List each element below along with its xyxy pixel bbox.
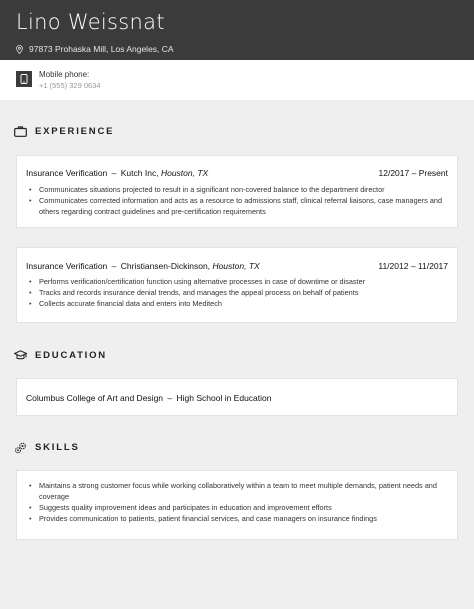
- job-company: Kutch Inc,: [120, 168, 159, 178]
- education-degree: High School in Education: [176, 393, 272, 403]
- job-card: [16, 155, 458, 228]
- education-card: [16, 378, 458, 416]
- skills-bullets: [26, 480, 445, 524]
- job-bullets: [26, 184, 445, 217]
- education-school: Columbus College of Art and Design: [26, 393, 164, 403]
- education-separator: –: [167, 393, 173, 403]
- job-dates: 11/2012 – 11/2017: [378, 261, 448, 271]
- job-title: Insurance Verification: [26, 168, 108, 178]
- contact-band: [0, 60, 474, 100]
- experience-title: EXPERIENCE: [35, 126, 115, 137]
- list-item: • Maintains a strong customer focus while working collaboratively within a team to meet multiple demands, patient needs and coverage: [26, 480, 445, 502]
- list-item: • Suggests quality improvement ideas and participates in education and improvement efforts: [26, 502, 445, 513]
- candidate-name: Lino Weissnat: [16, 10, 165, 34]
- address-row: [16, 44, 174, 54]
- job-company: Christiansen-Dickinson,: [120, 261, 211, 271]
- list-item: • Collects accurate financial data and enters into Meditech: [26, 298, 445, 309]
- job-location: Houston, TX: [212, 261, 260, 271]
- phone-label: Mobile phone:: [39, 70, 90, 79]
- list-item: • Tracks and records insurance denial trends, and manages the appeal process on behalf of patients: [26, 287, 445, 298]
- job-title-row: [26, 261, 448, 271]
- list-item: • Communicates situations projected to result in a significant non-covered balance to the department director: [26, 184, 445, 195]
- job-dates: 12/2017 – Present: [378, 168, 448, 178]
- job-separator: –: [111, 261, 117, 271]
- skills-title: SKILLS: [35, 442, 80, 453]
- education-line: [26, 393, 272, 403]
- education-heading: [14, 349, 107, 362]
- resume-header: [0, 0, 474, 60]
- education-title: EDUCATION: [35, 350, 107, 361]
- job-title-row: [26, 168, 448, 178]
- job-bullets: [26, 276, 445, 309]
- skills-heading: [14, 441, 80, 454]
- address-text: 97873 Prohaska Mill, Los Angeles, CA: [29, 44, 174, 54]
- briefcase-icon: [14, 125, 27, 138]
- skills-card: [16, 470, 458, 540]
- list-item: • Communicates corrected information and acts as a resource to admissions staff, clinical referral liaisons, case managers and others regarding contract guidelines and pre-certification requirements: [26, 195, 445, 217]
- list-item: • Performs verification/certification function using alternative processes in case of downtime or disaster: [26, 276, 445, 287]
- experience-heading: [14, 125, 114, 138]
- job-title: Insurance Verification: [26, 261, 108, 271]
- graduation-cap-icon: [14, 349, 27, 362]
- phone-value: +1 (555) 329 0634: [39, 81, 101, 90]
- job-separator: –: [111, 168, 117, 178]
- gears-icon: [14, 441, 27, 454]
- location-pin-icon: [16, 45, 23, 54]
- phone-icon: [16, 71, 32, 87]
- list-item: • Provides communication to patients, patient financial services, and case managers on insurance findings: [26, 513, 445, 524]
- job-card: [16, 247, 458, 323]
- job-location: Houston, TX: [160, 168, 209, 178]
